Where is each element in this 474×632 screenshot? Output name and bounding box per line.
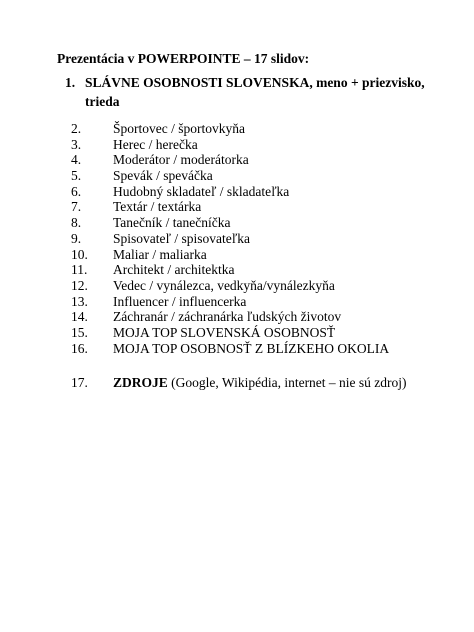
document-heading: Prezentácia v POWERPOINTE – 17 slidov: (57, 51, 310, 66)
list-item-text: Influencer / influencerka (113, 293, 247, 309)
list-item-text: Textár / textárka (113, 199, 202, 215)
list-item-number: 5. (71, 168, 82, 184)
list-item-text: Športovec / športovkyňa (113, 121, 245, 136)
list-item-text: MOJA TOP SLOVENSKÁ OSOBNOSŤ (113, 324, 336, 340)
sources-text (113, 375, 407, 391)
list-item-number: 9. (71, 230, 82, 246)
list-item-text: Spisovateľ / spisovateľka (113, 230, 250, 246)
list-item-number: 6. (71, 183, 82, 199)
list-item-text: Záchranár / záchranárka ľudských životov (113, 309, 342, 325)
list-item-number: 17. (71, 375, 88, 390)
list-item-text: Architekt / architektka (113, 262, 235, 278)
list-item-number: 4. (71, 152, 82, 168)
list-item-number: 2. (71, 121, 82, 136)
list-item-number: 8. (71, 215, 82, 231)
list-item-text: MOJA TOP OSOBNOSŤ Z BLÍZKEHO OKOLIA (113, 340, 390, 356)
list-item-text: Herec / herečka (113, 136, 198, 152)
list-item-number: 10. (71, 246, 88, 262)
list-item-number: 11. (71, 262, 88, 278)
list-item-number: 3. (71, 136, 82, 152)
sources-detail: (Google, Wikipédia, internet – nie sú zdroj) (167, 375, 407, 390)
list-item-number: 12. (71, 277, 88, 293)
list-item-text: Tanečník / tanečníčka (113, 215, 231, 231)
list-item-text: Spevák / speváčka (113, 168, 213, 184)
list-item-text: Maliar / maliarka (113, 246, 207, 262)
list-item-number: 16. (71, 340, 88, 356)
list-item-number: 1. (65, 75, 76, 90)
sources-label: ZDROJE (113, 375, 168, 390)
list-item-number: 15. (71, 324, 88, 340)
list-item-text: Vedec / vynálezca, vedkyňa/vynálezkyňa (113, 277, 335, 293)
list-item-number: 7. (71, 199, 82, 215)
list-item-text: Moderátor / moderátorka (113, 152, 249, 168)
list-item-1 (65, 73, 435, 111)
list-item-number: 14. (71, 309, 88, 325)
list-item-text: Hudobný skladateľ / skladateľka (113, 183, 290, 199)
list-item-text: SLÁVNE OSOBNOSTI SLOVENSKA, meno + priezvisko, trieda (85, 75, 425, 109)
list-item-number: 13. (71, 293, 88, 309)
